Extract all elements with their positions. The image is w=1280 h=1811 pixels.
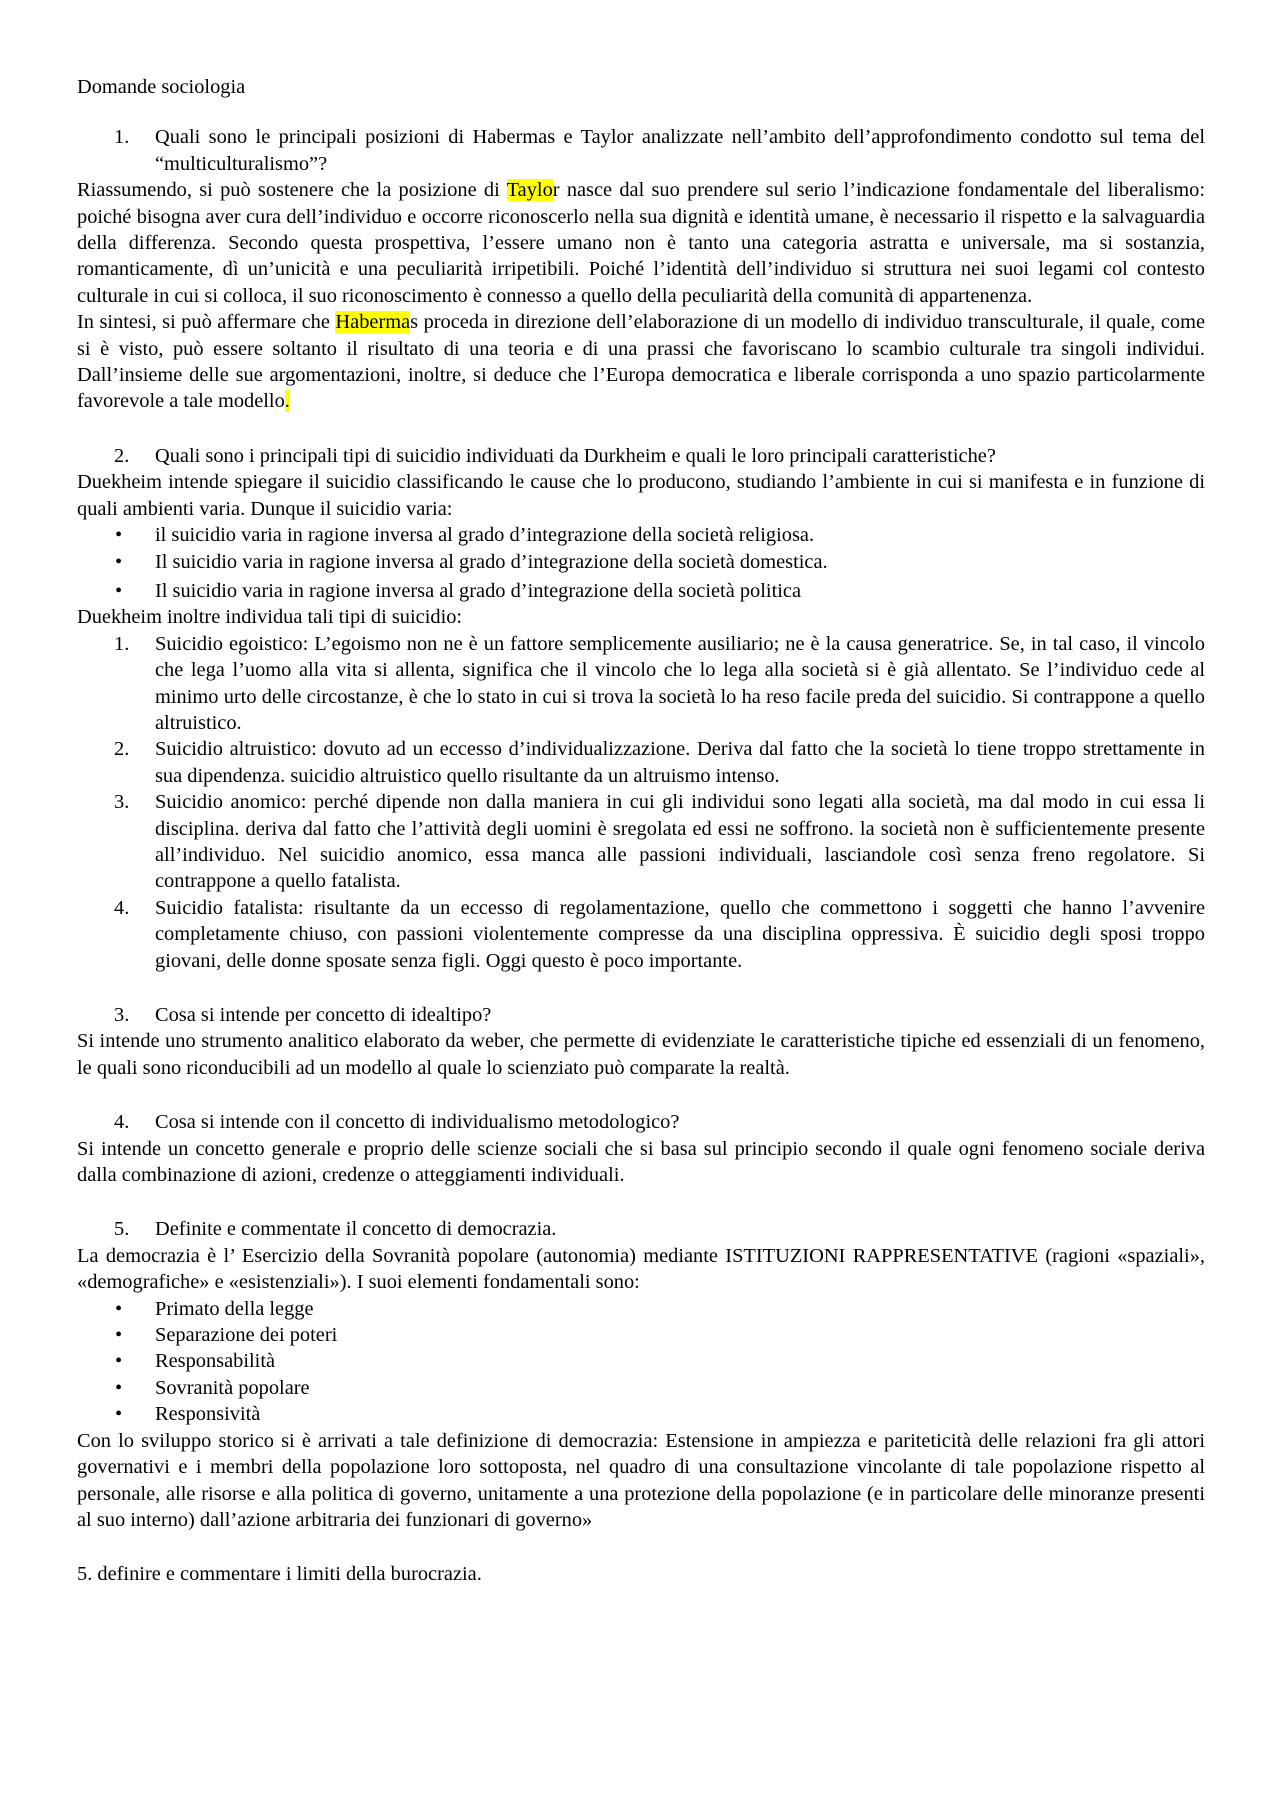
question-number: 1. <box>114 126 130 149</box>
list-item <box>77 1348 1205 1374</box>
highlighted-text: . <box>284 390 290 413</box>
list-item-text: Primato della legge <box>155 1297 314 1320</box>
bullet-marker: • <box>115 524 123 547</box>
suicide-types-list <box>77 631 1205 974</box>
list-item <box>77 522 1205 548</box>
list-item <box>77 578 1205 604</box>
list-item <box>77 1401 1205 1427</box>
list-item <box>77 895 1205 974</box>
list-item-text: Il suicidio varia in ragione inversa al grado d’integrazione della società politica <box>155 579 802 602</box>
text-run: r nasce dal suo prendere sul serio l’indicazione fondamentale del liberalismo: poiché bisogna aver cura dell’individuo e occorre riconoscerlo nella sua dignità e identità umane, è necessario il rispetto e la salvaguardia della differenza. Secondo questa prospettiva, l’essere umano non è tanto una categoria astratta e universale, ma si sostanzia, romanticamente, dì un’unicità e una peculiarità irripetibili. Poiché l’identità dell’individuo si struttura nei suoi legami col contesto culturale in cui si colloca, il suo riconoscimento è connesso a quello della peculiarità della comunità di appartenenza. <box>77 179 1205 307</box>
suicide-types-intro: Duekheim inoltre individua tali tipi di suicidio: <box>77 606 463 629</box>
list-item <box>77 1296 1205 1322</box>
question-2 <box>77 443 1205 469</box>
question-text: Cosa si intende con il concetto di individualismo metodologico? <box>155 1111 680 1134</box>
bullet-marker: • <box>115 1403 123 1426</box>
text-run: Riassumendo, si può sostenere che la posizione di <box>77 179 507 202</box>
list-item-text: Responsabilità <box>155 1350 276 1373</box>
answer-5-intro: La democrazia è l’ Esercizio della Sovranità popolare (autonomia) mediante ISTITUZIONI RAPPRESENTATIVE (ragioni «spaziali», «demografiche» e «esistenziali»). I suoi elementi fondamentali sono: <box>77 1244 1205 1294</box>
question-number: 2. <box>114 444 130 467</box>
list-item <box>77 789 1205 895</box>
question-text: Cosa si intende per concetto di idealtipo? <box>155 1004 492 1026</box>
democracy-elements-list <box>77 1296 1205 1428</box>
bullet-marker: • <box>115 1324 123 1347</box>
suicide-variation-list <box>77 522 1205 604</box>
question-number: 5. <box>114 1218 130 1241</box>
document-title: Domande sociologia <box>77 76 246 98</box>
answer-1-paragraph-habermas <box>77 309 1205 415</box>
answer-1-paragraph-taylor <box>77 177 1205 309</box>
list-item-text: il suicidio varia in ragione inversa al grado d’integrazione della società religiosa. <box>155 524 815 547</box>
list-item-text: Separazione dei poteri <box>155 1324 338 1347</box>
answer-5-conclusion: Con lo sviluppo storico si è arrivati a tale definizione di democrazia: Estensione in ampiezza e pariteticità delle relazioni fra gli attori governativi e i membri della popolazione loro sottoposta, nel quadro di una consultazione vincolante di tale popolazione rispetto al personale, alle risorse e alla politica di governo, unitamente a una protezione della popolazione (e in particolare delle minoranze presenti al suo interno) dall’azione arbitraria dei funzionari di governo» <box>77 1429 1205 1531</box>
list-item <box>77 736 1205 789</box>
list-item-text: Il suicidio varia in ragione inversa al grado d’integrazione della società domestica. <box>155 550 828 573</box>
question-5 <box>77 1216 1205 1242</box>
list-item-text: Sovranità popolare <box>155 1376 310 1399</box>
list-number: 2. <box>114 738 130 761</box>
question-text: Quali sono le principali posizioni di Habermas e Taylor analizzate nell’ambito dell’approfondimento condotto sul tema del “multiculturalismo”? <box>155 126 1205 175</box>
bullet-marker: • <box>115 1297 123 1320</box>
question-1 <box>77 124 1205 177</box>
bullet-marker: • <box>115 1350 123 1373</box>
list-item <box>77 1322 1205 1348</box>
list-item-text: Responsività <box>155 1403 261 1426</box>
answer-4: Si intende un concetto generale e proprio delle scienze sociali che si basa sul principio secondo il quale ogni fenomeno sociale deriva dalla combinazione di azioni, credenze o atteggiamenti individuali. <box>77 1137 1205 1187</box>
bullet-marker: • <box>115 579 123 602</box>
bullet-marker: • <box>115 1376 123 1399</box>
answer-2-intro: Duekheim intende spiegare il suicidio classificando le cause che lo producono, studiando l’ambiente in cui si manifesta e in funzione di quali ambienti varia. Dunque il suicidio varia: <box>77 471 1205 520</box>
question-4 <box>77 1109 1205 1135</box>
question-text: Definite e commentate il concetto di democrazia. <box>155 1218 557 1241</box>
list-item-text: Suicidio fatalista: risultante da un eccesso di regolamentazione, quello che commettono i soggetti che hanno l’avvenire completamente chiuso, con passioni violentemente compresse da una disciplina oppressiva. È suicidio degli sposi troppo giovani, delle donne sposate senza figli. Oggi questo è poco importante. <box>155 896 1205 972</box>
question-6: 5. definire e commentare i limiti della burocrazia. <box>77 1563 482 1586</box>
list-item <box>77 631 1205 737</box>
list-item-text: Suicidio altruistico: dovuto ad un eccesso d’individualizzazione. Deriva dal fatto che la società lo tiene troppo strettamente in sua dipendenza. suicidio altruistico quello risultante da un altruismo intenso. <box>155 738 1205 787</box>
question-number: 3. <box>114 1004 130 1026</box>
answer-3: Si intende uno strumento analitico elaborato da weber, che permette di evidenziate le caratteristiche tipiche ed essenziali di un fenomeno, le quali sono riconducibili ad un modello al quale lo scienziato può comparate la realtà. <box>77 1030 1205 1079</box>
list-number: 3. <box>114 791 130 814</box>
list-item-text: Suicidio egoistico: L’egoismo non ne è un fattore semplicemente ausiliario; ne è la causa generatrice. Se, in tal caso, il vincolo che lega l’uomo alla vita si allenta, significa che il vincolo che lo lega alla società si è già allentato. Se l’individuo cede al minimo urto delle circostanze, è che lo stato in cui si trova la società lo ha reso facile preda del suicidio. Si contrappone a quello altruistico. <box>155 632 1205 734</box>
list-number: 1. <box>114 632 130 655</box>
question-3 <box>77 1002 1205 1028</box>
text-run: In sintesi, si può affermare che <box>77 311 336 334</box>
question-text: Quali sono i principali tipi di suicidio individuati da Durkheim e quali le loro principali caratteristiche? <box>155 444 996 467</box>
list-number: 4. <box>114 896 130 919</box>
bullet-marker: • <box>115 550 123 573</box>
text-run: s proceda in direzione dell’elaborazione di un modello di individuo transculturale, il quale, come si è visto, può essere soltanto il risultato di una teoria e di una prassi che favoriscano lo scambio culturale tra singoli individui. Dall’insieme delle sue argomentazioni, inoltre, si deduce che l’Europa democratica e liberale corrisponda a uno spazio particolarmente favorevole a tale modello <box>77 311 1205 413</box>
list-item <box>77 549 1205 575</box>
list-item-text: Suicidio anomico: perché dipende non dalla maniera in cui gli individui sono legati alla società, ma dal modo in cui essa li disciplina. deriva dal fatto che l’attività degli uomini è sregolata ed essi ne soffrono. la società non è sufficientemente presente all’individuo. Nel suicidio anomico, essa manca alle passioni individuali, lasciandole così senza freno regolatore. Si contrappone a quello fatalista. <box>155 791 1205 893</box>
highlighted-text: Haberma <box>335 311 411 334</box>
list-item <box>77 1375 1205 1401</box>
question-number: 4. <box>114 1111 130 1134</box>
highlighted-text: Taylo <box>506 179 553 202</box>
